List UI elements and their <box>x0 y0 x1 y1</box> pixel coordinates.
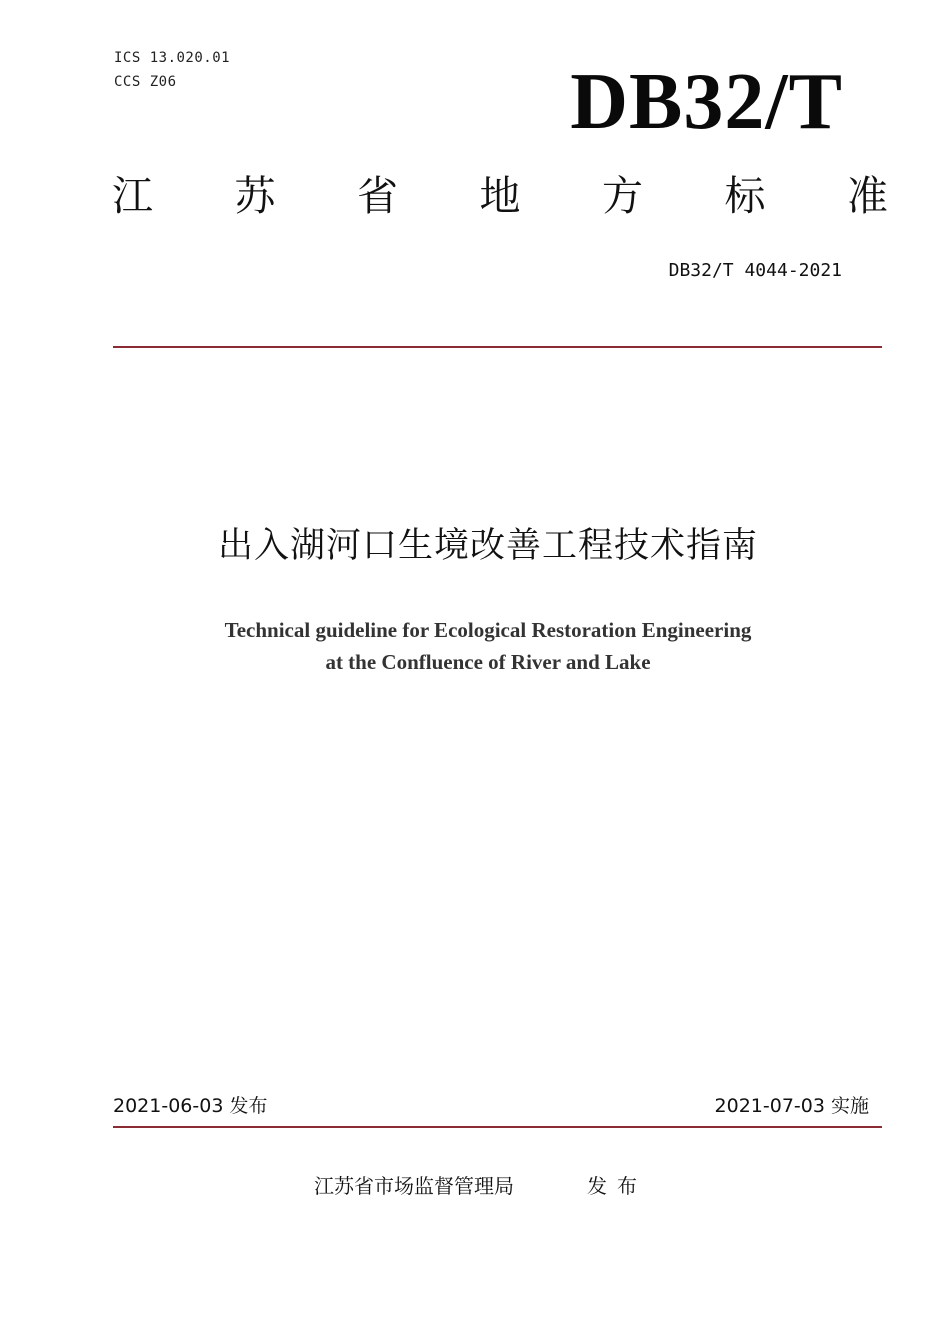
document-title-chinese: 出入湖河口生境改善工程技术指南 <box>217 526 758 566</box>
standard-type-char: 地 <box>479 172 521 220</box>
standard-type-heading <box>112 174 888 219</box>
document-title-english-line-1: Technical guideline for Ecological Restoration Engineering <box>224 618 752 642</box>
issuing-action: 发布 <box>587 1174 647 1198</box>
implementation-date: 2021-07-03 实施 <box>714 1095 869 1117</box>
standard-type-char: 标 <box>724 172 766 220</box>
standard-number: DB32/T 4044-2021 <box>668 260 842 281</box>
document-title-english-line-2: at the Confluence of River and Lake <box>325 650 651 674</box>
ics-code: ICS 13.020.01 <box>114 50 231 66</box>
standard-type-char: 准 <box>847 172 888 220</box>
standard-type-char: 方 <box>602 172 643 220</box>
issue-date: 2021-06-03 发布 <box>113 1095 268 1117</box>
ccs-code: CCS Z06 <box>114 74 177 90</box>
issuing-authority: 江苏省市场监督管理局 <box>314 1174 514 1198</box>
standard-code-heading: DB32/T <box>570 58 843 146</box>
bottom-divider <box>113 1126 882 1128</box>
standard-type-char: 省 <box>357 172 398 220</box>
standard-type-char: 江 <box>112 172 153 220</box>
top-divider <box>113 346 882 348</box>
standard-type-char: 苏 <box>234 172 276 220</box>
